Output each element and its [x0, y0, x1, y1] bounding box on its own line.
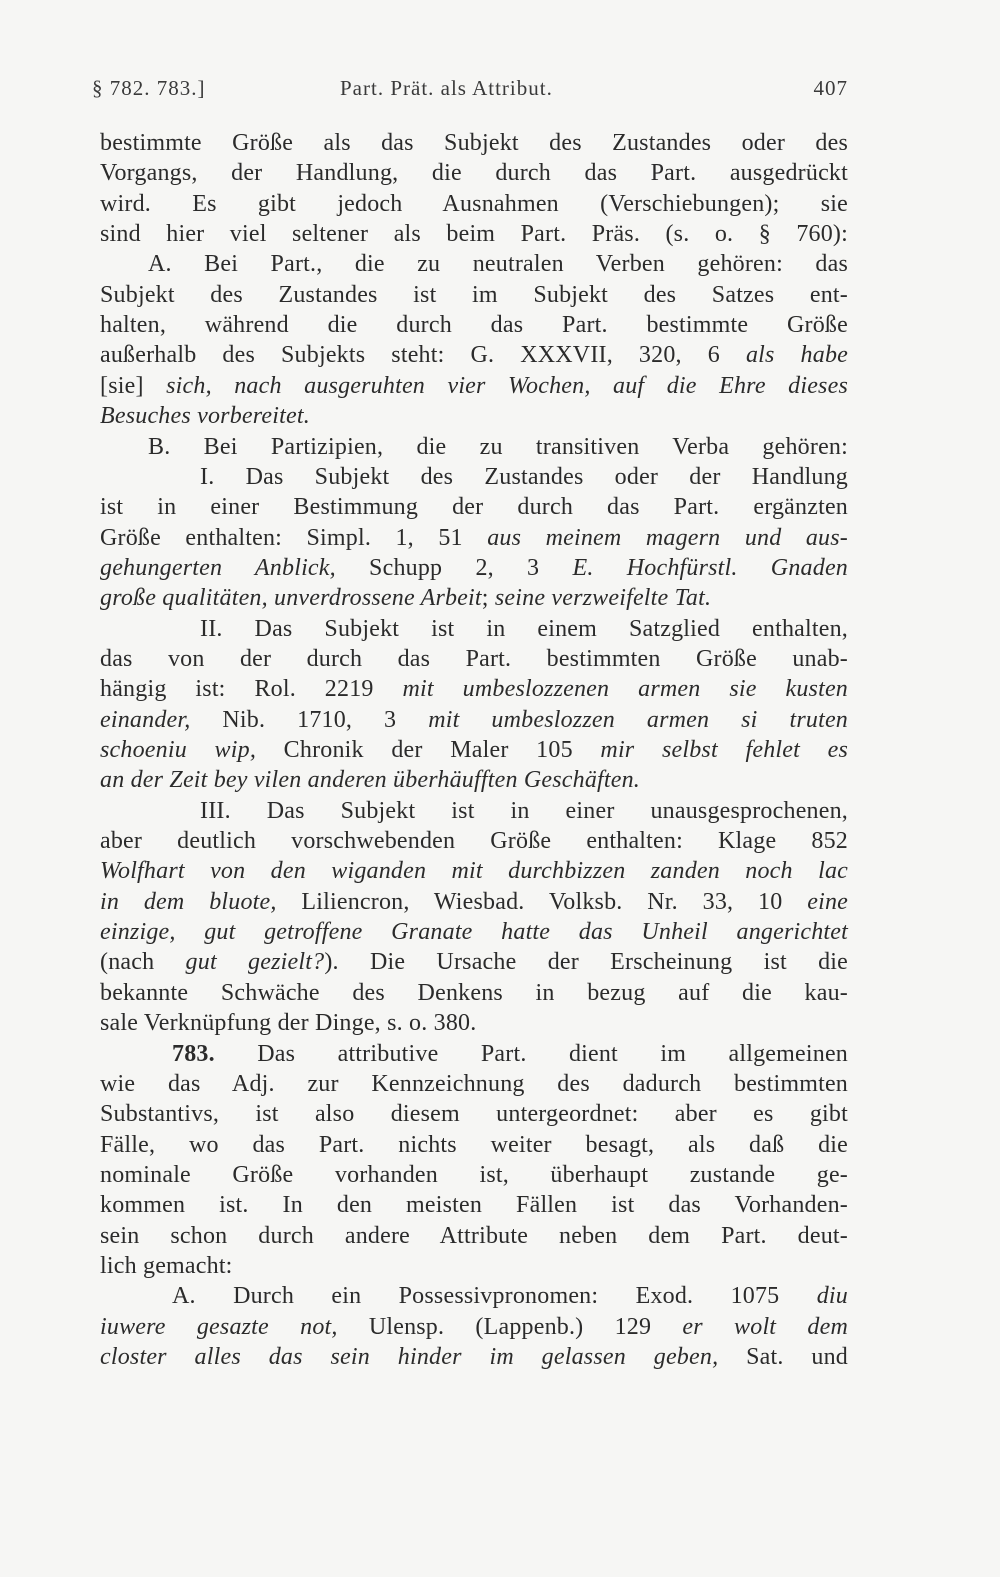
text-segment: sein schon durch andere Attribute neben dem Part. deut-: [100, 1222, 848, 1249]
page-number: 407: [813, 76, 848, 100]
text-segment: B. Bei Partizipien, die zu transitiven Verba gehören:: [148, 433, 848, 460]
text-segment: nominale Größe vorhanden ist, überhaupt zustande ge-: [100, 1161, 848, 1188]
italic-citation: sich, nach ausgeruhten vier Wochen, auf die Ehre dieses: [166, 372, 848, 399]
italic-citation: closter alles das sein hinder im gelassen geben,: [100, 1344, 719, 1370]
text-segment: A. Durch ein Possessivpronomen: Exod. 1075: [172, 1283, 817, 1310]
text-segment: außerhalb des Subjekts steht: G. XXXVII, 320, 6: [100, 342, 746, 369]
italic-citation: an der Zeit bey vilen anderen überhäufften Geschäften.: [100, 767, 641, 794]
italic-citation: seine verzweifelte Tat.: [494, 585, 712, 612]
text-line: [100, 1221, 848, 1251]
text-line: [100, 189, 848, 219]
text-segment: Das attributive Part. dient im allgemeinen: [214, 1040, 848, 1067]
text-line: [100, 128, 848, 158]
text-segment: kommen ist. In den meisten Fällen ist das Vorhanden-: [100, 1192, 848, 1219]
italic-citation: mir selbst fehlet es: [600, 737, 849, 763]
text-line: [100, 1312, 848, 1342]
text-line: [100, 158, 848, 188]
text-line: [100, 1160, 848, 1190]
text-line: [100, 674, 848, 704]
text-line: [100, 583, 848, 613]
italic-citation: gut gezielt?: [185, 949, 325, 976]
text-segment: sind hier viel seltener als beim Part. Präs. (s. o. § 760):: [100, 221, 848, 248]
italic-citation: einzige, gut getroffene Granate hatte das Unheil angerichtet: [100, 919, 848, 946]
italic-citation: Wolfhart von den wiganden mit durchbizzen zanden noch lac: [100, 858, 848, 885]
text-segment: ). Die Ursache der Erscheinung ist die: [324, 949, 849, 976]
text-segment: lich gemacht:: [100, 1252, 233, 1279]
text-line: [100, 1130, 848, 1160]
text-segment: Substantivs, ist also diesem untergeordnet: aber es gibt: [100, 1101, 848, 1128]
running-title: Part. Prät. als Attribut.: [340, 76, 553, 100]
italic-citation: Besuches vorbereitet.: [100, 403, 310, 430]
italic-citation: schoeniu wip,: [100, 737, 257, 763]
text-line: [100, 917, 848, 947]
text-line: [100, 1099, 848, 1129]
text-line: [200, 614, 848, 644]
text-line: [100, 492, 848, 522]
text-line: [100, 280, 848, 310]
text-segment: (nach: [100, 949, 186, 976]
section-number: 783.: [172, 1040, 215, 1067]
text-segment: Liliencron, Wiesbad. Volksb. Nr. 33, 10: [276, 888, 808, 915]
text-line: [100, 826, 848, 856]
text-segment: Fälle, wo das Part. nichts weiter besagt, als daß die: [100, 1131, 848, 1158]
text-segment: Chronik der Maler 105: [256, 737, 601, 763]
text-line: [100, 947, 848, 977]
text-line: [100, 765, 848, 795]
text-line: [100, 401, 848, 431]
italic-citation: diu: [816, 1283, 848, 1310]
text-segment: A. Bei Part., die zu neutralen Verben gehören: das: [148, 251, 848, 278]
section-reference: § 782. 783.]: [92, 76, 206, 100]
italic-citation: große qualitäten, unverdrossene Arbeit: [100, 585, 482, 612]
text-segment: ist in einer Bestimmung der durch das Part. ergänzten: [100, 494, 848, 521]
text-segment: Schupp 2, 3: [335, 554, 573, 581]
italic-citation: iuwere gesazte not,: [100, 1313, 338, 1340]
text-segment: II. Das Subjekt ist in einem Satzglied enthalten,: [200, 615, 848, 642]
text-line: [148, 432, 848, 462]
italic-citation: gehungerten Anblick,: [100, 554, 336, 581]
italic-citation: in dem bluote,: [100, 888, 277, 915]
text-segment: hängig ist: Rol. 2219: [100, 676, 403, 703]
text-segment: Ulensp. (Lappenb.) 129: [337, 1313, 683, 1340]
text-segment: [sie]: [100, 372, 167, 399]
text-line: [200, 462, 848, 492]
text-segment: wird. Es gibt jedoch Ausnahmen (Verschiebungen); sie: [100, 190, 848, 217]
text-line: [100, 1342, 848, 1372]
text-segment: Größe enthalten: Simpl. 1, 51: [100, 524, 488, 551]
italic-citation: er wolt dem: [682, 1313, 848, 1340]
text-line: [100, 735, 848, 765]
text-line: [172, 1039, 848, 1069]
text-segment: aber deutlich vorschwebenden Größe enthalten: Klage 852: [100, 828, 848, 855]
text-line: [100, 553, 848, 583]
text-line: [100, 371, 848, 401]
text-line: [100, 523, 848, 553]
text-line: [100, 705, 848, 735]
text-line: [100, 856, 848, 886]
text-line: [100, 1069, 848, 1099]
text-segment: Subjekt des Zustandes ist im Subjekt des Satzes ent-: [100, 281, 848, 308]
text-segment: III. Das Subjekt ist in einer unausgesprochenen,: [200, 797, 848, 824]
text-line: [100, 644, 848, 674]
italic-citation: mit umbeslozzen armen si truten: [428, 706, 848, 733]
italic-citation: als habe: [745, 342, 848, 369]
italic-citation: eine: [807, 888, 848, 915]
text-segment: bekannte Schwäche des Denkens in bezug auf die kau-: [100, 979, 848, 1006]
text-line: [100, 340, 848, 370]
text-line: [100, 219, 848, 249]
italic-citation: E. Hochfürstl. Gnaden: [572, 554, 848, 581]
text-segment: Vorgangs, der Handlung, die durch das Part. ausgedrückt: [100, 160, 848, 187]
italic-citation: mit umbeslozzenen armen sie kusten: [402, 676, 848, 703]
text-line: [200, 796, 848, 826]
text-line: [100, 1190, 848, 1220]
text-line: [100, 887, 848, 917]
text-line: [100, 1008, 848, 1038]
italic-citation: einander,: [100, 706, 191, 733]
running-header: [90, 76, 850, 106]
text-segment: ;: [481, 585, 495, 612]
text-segment: halten, während die durch das Part. bestimmte Größe: [100, 312, 848, 339]
text-segment: Sat. und: [718, 1344, 848, 1370]
text-line: [172, 1281, 848, 1311]
text-segment: bestimmte Größe als das Subjekt des Zustandes oder des: [100, 130, 848, 156]
text-segment: sale Verknüpfung der Dinge, s. o. 380.: [100, 1010, 477, 1037]
text-line: [100, 978, 848, 1008]
text-segment: das von der durch das Part. bestimmten Größe unab-: [100, 645, 848, 672]
text-line: [100, 1251, 848, 1281]
text-segment: Nib. 1710, 3: [190, 706, 429, 733]
text-line: [148, 249, 848, 279]
italic-citation: aus meinem magern und aus-: [487, 524, 848, 551]
text-segment: I. Das Subjekt des Zustandes oder der Handlung: [200, 463, 848, 490]
text-segment: wie das Adj. zur Kennzeichnung des dadurch bestimmten: [100, 1070, 848, 1097]
text-line: [100, 310, 848, 340]
